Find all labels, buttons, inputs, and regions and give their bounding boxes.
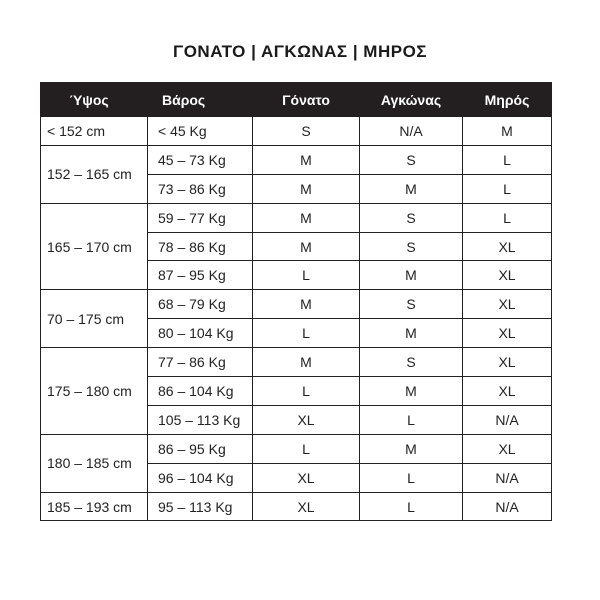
elbow-size-cell: N/A [360, 117, 463, 146]
thigh-size-cell: L [463, 145, 552, 174]
table-row [41, 290, 552, 319]
weight-range-cell: 78 – 86 Kg [148, 232, 253, 261]
elbow-size-cell: M [360, 434, 463, 463]
knee-size-cell: M [253, 348, 360, 377]
knee-size-cell: XL [253, 492, 360, 521]
thigh-size-cell: L [463, 203, 552, 232]
table-row [41, 117, 552, 146]
knee-size-cell: M [253, 174, 360, 203]
thigh-size-cell: N/A [463, 463, 552, 492]
elbow-size-cell: S [360, 145, 463, 174]
weight-range-cell: 105 – 113 Kg [148, 405, 253, 434]
thigh-size-cell: XL [463, 319, 552, 348]
height-range-cell: < 152 cm [41, 117, 148, 146]
weight-range-cell: 68 – 79 Kg [148, 290, 253, 319]
thigh-size-cell: L [463, 174, 552, 203]
height-range-cell: 152 – 165 cm [41, 145, 148, 203]
size-chart-table [40, 82, 552, 521]
table-header-row [41, 83, 552, 117]
elbow-size-cell: M [360, 261, 463, 290]
header-weight: Βάρος [148, 83, 253, 117]
header-elbow: Αγκώνας [360, 83, 463, 117]
elbow-size-cell: L [360, 492, 463, 521]
weight-range-cell: < 45 Kg [148, 117, 253, 146]
knee-size-cell: M [253, 290, 360, 319]
elbow-size-cell: S [360, 290, 463, 319]
table-row [41, 203, 552, 232]
weight-range-cell: 80 – 104 Kg [148, 319, 253, 348]
weight-range-cell: 59 – 77 Kg [148, 203, 253, 232]
elbow-size-cell: S [360, 348, 463, 377]
knee-size-cell: L [253, 377, 360, 406]
elbow-size-cell: M [360, 377, 463, 406]
knee-size-cell: L [253, 434, 360, 463]
weight-range-cell: 45 – 73 Kg [148, 145, 253, 174]
thigh-size-cell: XL [463, 232, 552, 261]
knee-size-cell: XL [253, 405, 360, 434]
thigh-size-cell: N/A [463, 492, 552, 521]
weight-range-cell: 95 – 113 Kg [148, 492, 253, 521]
table-row [41, 492, 552, 521]
thigh-size-cell: N/A [463, 405, 552, 434]
weight-range-cell: 96 – 104 Kg [148, 463, 253, 492]
table-row [41, 348, 552, 377]
knee-size-cell: XL [253, 463, 360, 492]
table-row [41, 145, 552, 174]
weight-range-cell: 73 – 86 Kg [148, 174, 253, 203]
header-knee: Γόνατο [253, 83, 360, 117]
header-height: Ύψος [41, 83, 148, 117]
knee-size-cell: L [253, 319, 360, 348]
thigh-size-cell: XL [463, 261, 552, 290]
knee-size-cell: L [253, 261, 360, 290]
thigh-size-cell: XL [463, 348, 552, 377]
weight-range-cell: 77 – 86 Kg [148, 348, 253, 377]
elbow-size-cell: M [360, 174, 463, 203]
knee-size-cell: S [253, 117, 360, 146]
weight-range-cell: 86 – 95 Kg [148, 434, 253, 463]
height-range-cell: 180 – 185 cm [41, 434, 148, 492]
thigh-size-cell: XL [463, 434, 552, 463]
elbow-size-cell: L [360, 405, 463, 434]
elbow-size-cell: S [360, 203, 463, 232]
elbow-size-cell: M [360, 319, 463, 348]
page-title: ΓΟΝΑΤΟ | ΑΓΚΩΝΑΣ | ΜΗΡΟΣ [172, 42, 428, 61]
table-body [41, 117, 552, 521]
weight-range-cell: 87 – 95 Kg [148, 261, 253, 290]
weight-range-cell: 86 – 104 Kg [148, 377, 253, 406]
height-range-cell: 185 – 193 cm [41, 492, 148, 521]
table-row [41, 434, 552, 463]
knee-size-cell: M [253, 232, 360, 261]
elbow-size-cell: L [360, 463, 463, 492]
thigh-size-cell: M [463, 117, 552, 146]
thigh-size-cell: XL [463, 290, 552, 319]
knee-size-cell: M [253, 145, 360, 174]
header-thigh: Μηρός [463, 83, 552, 117]
height-range-cell: 175 – 180 cm [41, 348, 148, 435]
height-range-cell: 165 – 170 cm [41, 203, 148, 290]
thigh-size-cell: XL [463, 377, 552, 406]
elbow-size-cell: S [360, 232, 463, 261]
height-range-cell: 70 – 175 cm [41, 290, 148, 348]
knee-size-cell: M [253, 203, 360, 232]
